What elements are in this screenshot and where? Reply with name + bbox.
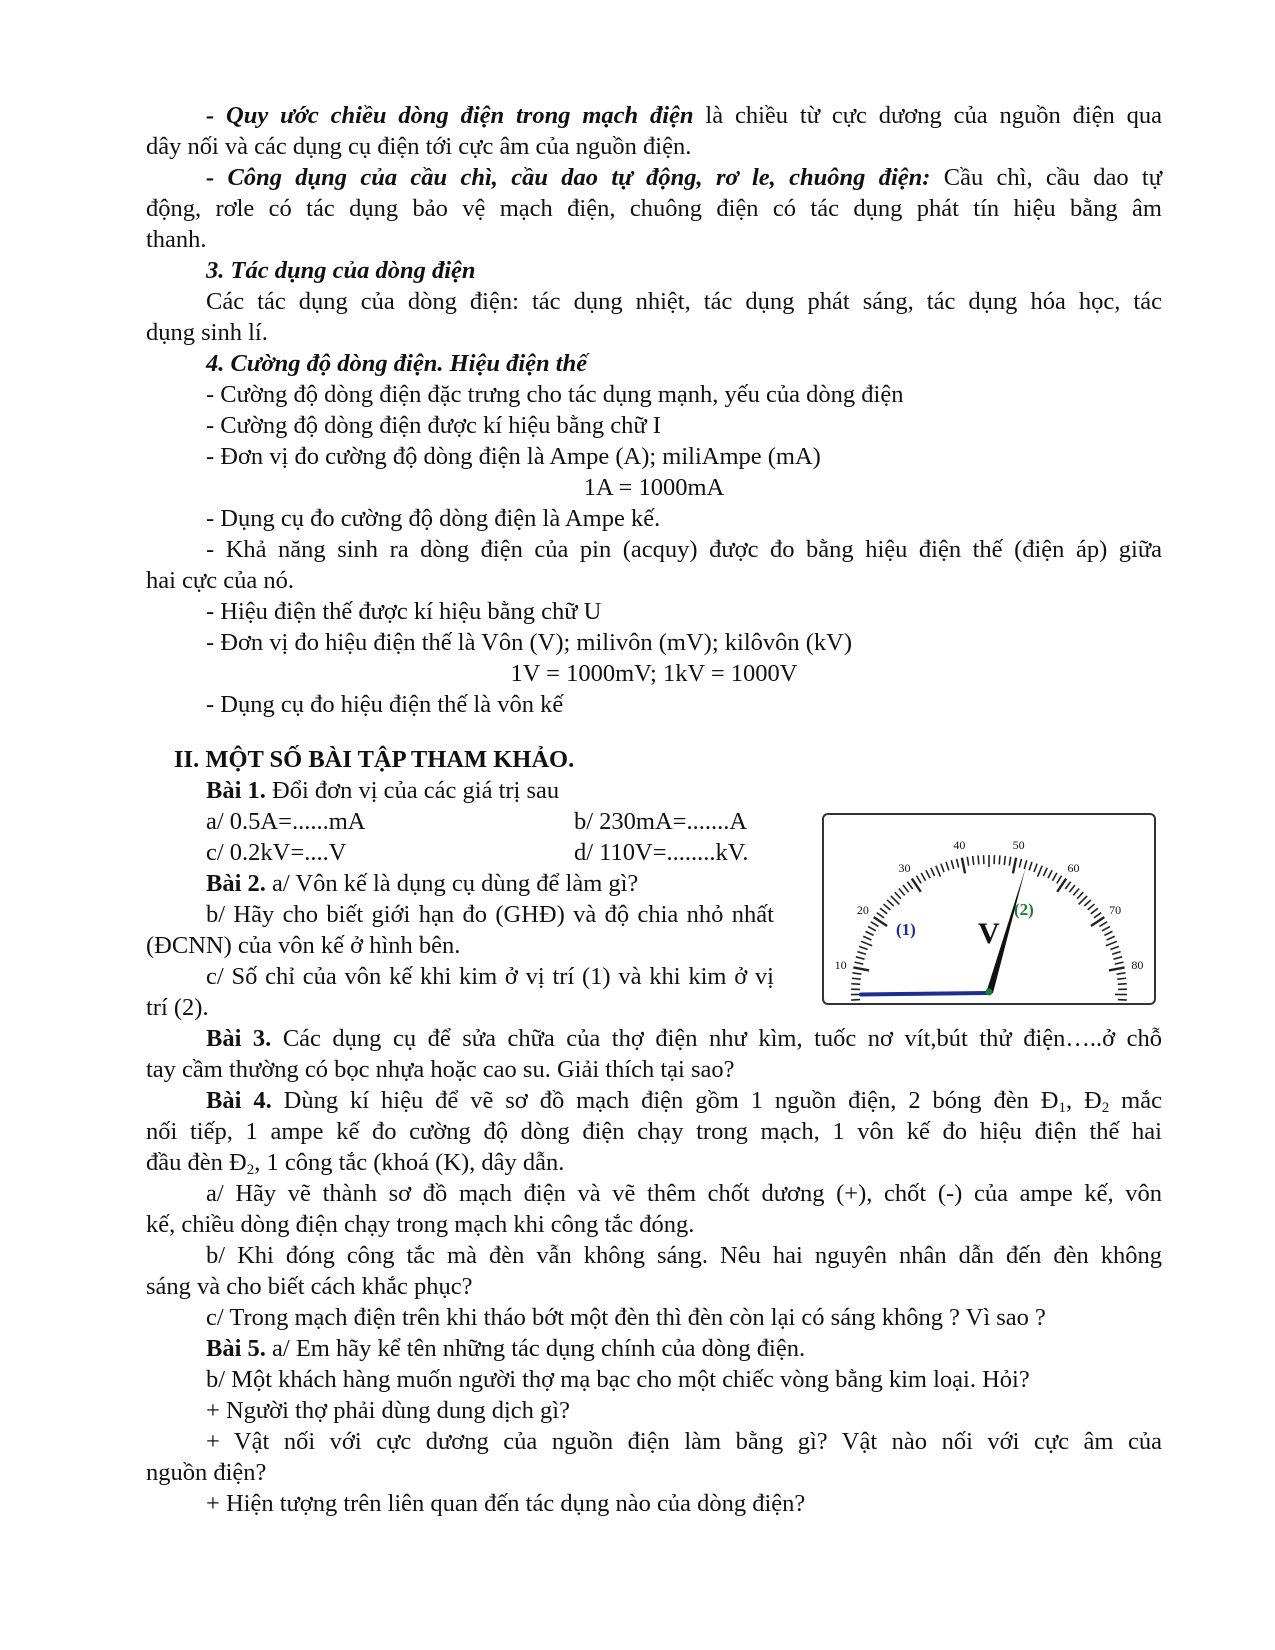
paragraph-line: - Đơn vị đo hiệu điện thế là Vôn (V); milivôn (mV); kilôvôn (kV)	[206, 629, 853, 656]
minor-tick	[916, 876, 921, 884]
minor-tick	[868, 927, 876, 931]
minor-tick	[899, 889, 905, 896]
minor-tick	[1009, 857, 1010, 866]
minor-tick	[1115, 962, 1124, 964]
voltmeter-symbol: V	[978, 917, 1000, 950]
minor-tick	[1112, 952, 1121, 955]
paragraph-line: b/ Khi đóng công tắc mà đèn vẫn không sáng. Nêu hai nguyên nhân dẫn đến đèn không	[206, 1242, 1162, 1269]
paragraph-line: + Hiện tượng trên liên quan đến tác dụng nào của dòng điện?	[206, 1490, 806, 1517]
minor-tick	[887, 900, 894, 906]
text: Đổi đơn vị của các giá trị sau	[265, 777, 560, 804]
minor-tick	[1077, 892, 1083, 899]
text: mắc	[1109, 1087, 1162, 1114]
minor-tick	[1079, 896, 1088, 904]
minor-tick	[978, 855, 979, 864]
tick-label: 10	[834, 958, 847, 973]
minor-tick	[951, 860, 953, 869]
section-heading: II. MỘT SỐ BÀI TẬP THAM KHẢO.	[174, 746, 575, 773]
exercise-label: Bài 1.	[206, 777, 266, 804]
tick-label: 70	[1109, 903, 1122, 918]
minor-tick	[852, 973, 861, 974]
minor-tick	[1004, 856, 1005, 865]
paragraph-line	[146, 1147, 1162, 1178]
text: Dùng kí hiệu để vẽ sơ đồ mạch điện gồm 1 nguồn điện, 2 bóng đèn Đ	[271, 1087, 1059, 1114]
minor-tick	[1057, 876, 1062, 884]
minor-tick	[1043, 868, 1047, 876]
formula: 1V = 1000mV; 1kV = 1000V	[510, 660, 798, 687]
exercise-5	[146, 1333, 1162, 1364]
minor-tick	[1073, 889, 1079, 896]
minor-tick	[1038, 866, 1043, 877]
paragraph-line: (ĐCNN) của vôn kế ở hình bên.	[146, 932, 461, 959]
minor-tick	[1065, 882, 1070, 889]
minor-tick	[861, 941, 872, 945]
paragraph-line: c/ Trong mạch điện trên khi tháo bớt một đèn thì đèn còn lại có sáng không ? Vì sao ?	[206, 1304, 1046, 1331]
minor-tick	[1106, 941, 1117, 945]
paragraph-line: b/ Hãy cho biết giới hạn đo (GHĐ) và độ chia nhỏ nhất	[206, 901, 774, 928]
paragraph-line: - Cường độ dòng điện được kí hiệu bằng chữ I	[206, 412, 661, 439]
minor-tick	[967, 857, 968, 866]
minor-tick	[973, 856, 974, 865]
exercise-4	[146, 1085, 1162, 1116]
section-heading: 4. Cường độ dòng điện. Hiệu điện thế	[206, 350, 588, 377]
minor-tick	[946, 862, 949, 871]
minor-tick	[1117, 973, 1126, 974]
minor-tick	[907, 882, 912, 889]
item: d/ 110V=........kV.	[574, 839, 749, 866]
tick-label: 20	[856, 903, 869, 918]
exercise-label: Bài 2.	[206, 870, 266, 897]
minor-tick	[1110, 946, 1118, 949]
paragraph-line: - Cường độ dòng điện đặc trưng cho tác dụng mạnh, yếu của dòng điện	[206, 381, 904, 408]
text: Cầu chì, cầu dao tự	[930, 164, 1163, 191]
minor-tick	[891, 896, 900, 904]
exercise-3	[146, 1023, 1162, 1054]
paragraph-line: Các tác dụng của dòng điện: tác dụng nhiệt, tác dụng phát sáng, tác dụng hóa học, tác	[206, 288, 1162, 315]
item: c/ 0.2kV=....V	[206, 839, 347, 866]
minor-tick	[1019, 859, 1021, 868]
text: a/ Vôn kế là dụng cụ dùng để làm gì?	[265, 870, 639, 897]
subscript: 2	[1101, 1100, 1110, 1116]
minor-tick	[1113, 957, 1122, 959]
major-tick	[1013, 858, 1016, 874]
term: - Công dụng của cầu chì, cầu dao tự động, rơ le, chuông điện:	[206, 164, 931, 191]
minor-tick	[877, 913, 884, 918]
paragraph-line: kế, chiều dòng điện chạy trong mạch khi công tắc đóng.	[146, 1211, 695, 1238]
minor-tick	[941, 864, 944, 872]
minor-tick	[1084, 900, 1091, 906]
minor-tick	[1104, 931, 1112, 935]
minor-tick	[957, 859, 959, 868]
minor-tick	[931, 868, 935, 876]
minor-tick	[1094, 913, 1101, 918]
tick-label: 60	[1067, 860, 1080, 875]
paragraph-line	[146, 100, 1162, 131]
exercise-label: Bài 5.	[206, 1335, 266, 1362]
minor-tick	[1029, 862, 1032, 871]
tick-label: 40	[953, 837, 966, 852]
section-heading: 3. Tác dụng của dòng điện	[206, 257, 476, 284]
minor-tick	[852, 978, 861, 979]
needle-pivot	[986, 989, 993, 996]
item: a/ 0.5A=......mA	[206, 808, 366, 835]
paragraph-line: + Vật nối với cực dương của nguồn điện làm bằng gì? Vật nào nối với cực âm của	[206, 1428, 1162, 1455]
minor-tick	[1117, 978, 1126, 979]
major-tick	[962, 858, 965, 874]
paragraph-line: - Khả năng sinh ra dòng điện của pin (acquy) được đo bằng hiệu điện thế (điện áp) giữa	[206, 536, 1162, 563]
tick-label: 50	[1012, 837, 1025, 852]
needle-2-label: (2)	[1014, 900, 1034, 919]
text: a/ Em hãy kể tên những tác dụng chính của dòng điện.	[265, 1335, 806, 1362]
minor-tick	[1052, 873, 1056, 881]
text: , 1 công tắc (khoá (K), dây dẫn.	[254, 1149, 565, 1176]
paragraph-line: - Hiệu điện thế được kí hiệu bằng chữ U	[206, 598, 602, 625]
paragraph-line: nguồn điện?	[146, 1459, 267, 1486]
minor-tick	[1102, 927, 1110, 931]
minor-tick	[1107, 936, 1115, 940]
minor-tick	[880, 908, 887, 914]
term: - Quy ước chiều dòng điện trong mạch điện	[206, 102, 694, 129]
minor-tick	[1088, 904, 1095, 910]
minor-tick	[903, 885, 909, 892]
paragraph-line: a/ Hãy vẽ thành sơ đồ mạch điện và vẽ thêm chốt dương (+), chốt (-) của ampe kế, vôn	[206, 1180, 1162, 1207]
minor-tick	[921, 873, 925, 881]
subscript: 1	[1058, 1100, 1066, 1116]
minor-tick	[856, 957, 865, 959]
minor-tick	[859, 946, 867, 949]
paragraph-line: sáng và cho biết cách khắc phục?	[146, 1273, 473, 1300]
minor-tick	[851, 984, 860, 985]
paragraph-line: nối tiếp, 1 ampe kế đo cường độ dòng điện chạy trong mạch, 1 vôn kế đo hiệu điện thế hai	[146, 1118, 1162, 1145]
minor-tick	[926, 870, 930, 878]
minor-tick	[1069, 885, 1075, 892]
minor-tick	[1034, 864, 1037, 872]
exercise-1	[146, 775, 1162, 806]
minor-tick	[863, 936, 871, 940]
text: đầu đèn Đ	[146, 1149, 247, 1176]
paragraph-line: + Người thợ phải dùng dung dịch gì?	[206, 1397, 570, 1424]
minor-tick	[855, 962, 864, 964]
text: là chiều từ cực dương của nguồn điện qua	[693, 102, 1163, 129]
tick-label: 80	[1131, 958, 1144, 973]
minor-tick	[999, 855, 1000, 864]
paragraph-line: thanh.	[146, 226, 207, 253]
formula: 1A = 1000mA	[583, 474, 725, 501]
text: , Đ	[1065, 1087, 1102, 1114]
minor-tick	[895, 892, 901, 899]
minor-tick	[1118, 984, 1127, 985]
minor-tick	[1099, 922, 1107, 927]
text: Các dụng cụ để sửa chữa của thợ điện như kìm, tuốc nơ vít,bút thử điện…..ở chỗ	[271, 1025, 1162, 1052]
needle-1-label: (1)	[896, 920, 916, 939]
tick-label: 30	[898, 860, 911, 875]
document-page	[146, 100, 1162, 1519]
paragraph-line: trí (2).	[146, 994, 209, 1021]
paragraph-line: tay cầm thường có bọc nhựa hoặc cao su. Giải thích tại sao?	[146, 1056, 735, 1083]
exercise-label: Bài 3.	[206, 1025, 272, 1052]
voltmeter-dial	[824, 815, 1154, 1003]
paragraph-line: hai cực của nó.	[146, 567, 294, 594]
item: b/ 230mA=.......A	[574, 808, 748, 835]
paragraph-line: b/ Một khách hàng muốn người thợ mạ bạc cho một chiếc vòng bằng kim loại. Hỏi?	[206, 1366, 1030, 1393]
minor-tick	[1048, 870, 1052, 878]
paragraph-line: - Dụng cụ đo hiệu điện thế là vôn kế	[206, 691, 564, 718]
minor-tick	[883, 904, 890, 910]
minor-tick	[866, 931, 874, 935]
subscript: 2	[246, 1162, 255, 1178]
paragraph-line: - Dụng cụ đo cường độ dòng điện là Ampe kế.	[206, 505, 661, 532]
paragraph-line: dụng sinh lí.	[146, 319, 268, 346]
major-tick	[853, 967, 869, 970]
minor-tick	[936, 866, 941, 877]
paragraph-line: c/ Số chỉ của vôn kế khi kim ở vị trí (1) và khi kim ở vị	[206, 963, 774, 990]
minor-tick	[1091, 908, 1098, 914]
paragraph-line: - Đơn vị đo cường độ dòng điện là Ampe (A); miliAmpe (mA)	[206, 443, 821, 470]
paragraph-line: dây nối và các dụng cụ điện tới cực âm của nguồn điện.	[146, 133, 692, 160]
paragraph-line: động, rơle có tác dụng bảo vệ mạch điện, chuông điện có tác dụng phát tín hiệu bằng âm	[146, 195, 1162, 222]
minor-tick	[857, 952, 866, 955]
major-tick	[1109, 967, 1125, 970]
minor-tick	[1024, 860, 1026, 869]
minor-tick	[871, 922, 879, 927]
voltmeter-figure	[822, 813, 1156, 1005]
paragraph-line	[146, 162, 1162, 193]
exercise-label: Bài 4.	[206, 1087, 272, 1114]
needle-1	[861, 993, 987, 994]
